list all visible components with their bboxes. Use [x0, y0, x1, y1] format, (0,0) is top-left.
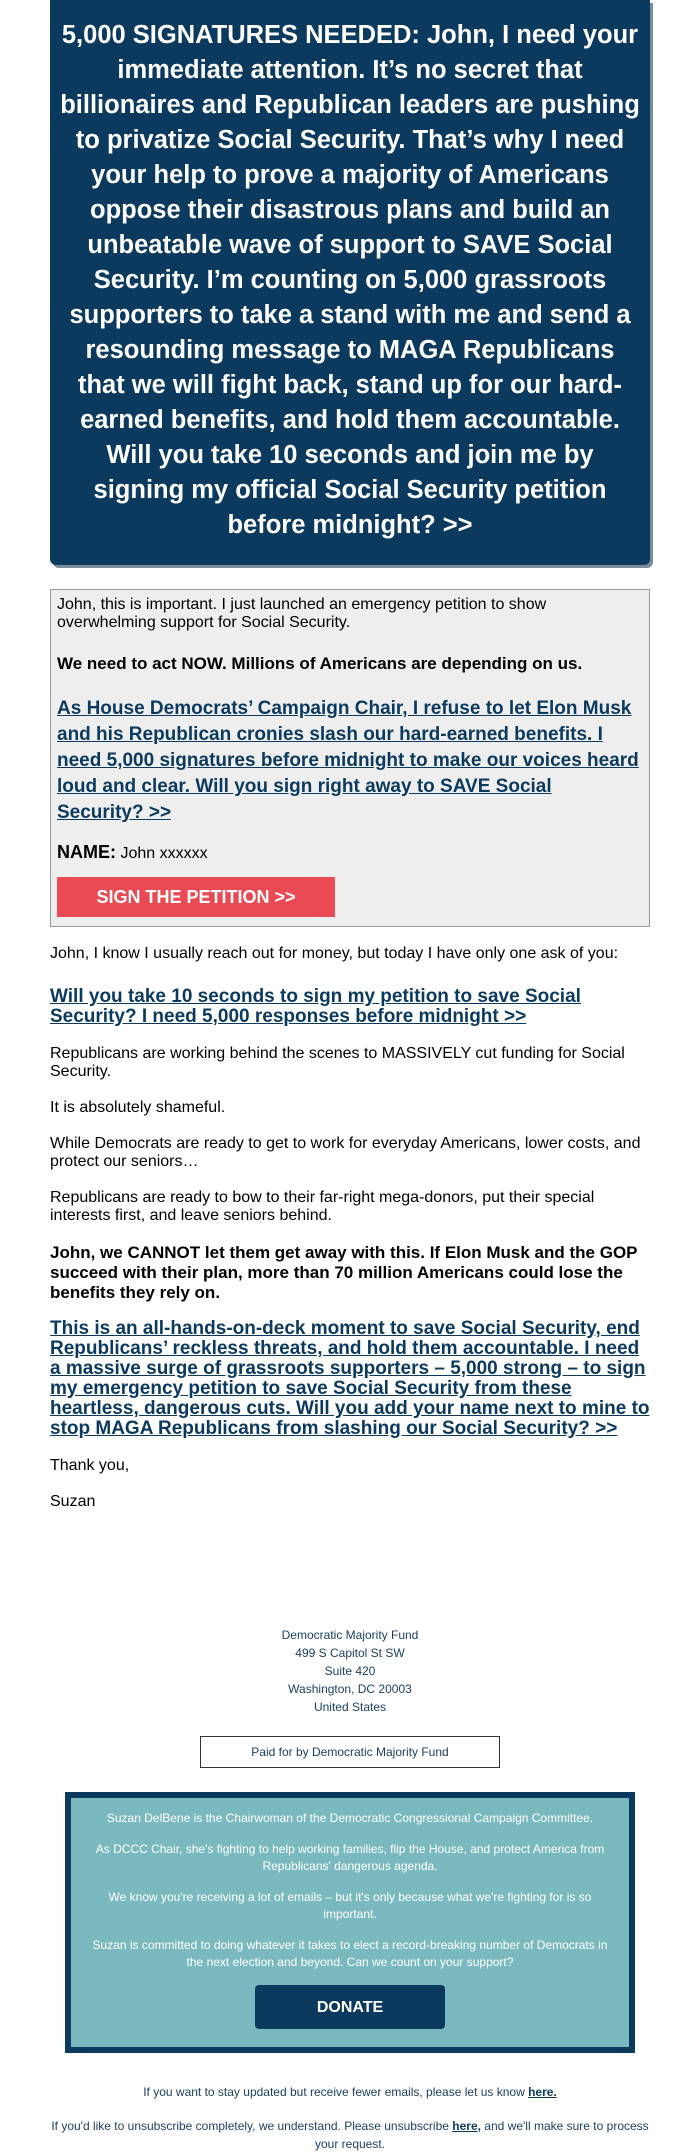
petition-link[interactable]: As House Democrats’ Campaign Chair, I refuse to let Elon Musk and his Republican cronies slash our hard-earned benefits. I need 5,000 signatures before midnight to make our voices heard loud and clear. Will you sign right away to SAVE Social Security? >> — [57, 698, 639, 823]
dccc-paragraph: Suzan DelBene is the Chairwoman of the Democratic Congressional Campaign Committee. — [106, 1811, 594, 1825]
body-copy — [50, 945, 650, 1511]
dccc-paragraph: We know you're receiving a lot of emails – but it's only because what we're fighting for is so important. — [108, 1890, 592, 1921]
body-intro: John, I know I usually reach out for money, but today I have only one ask of you: — [50, 945, 619, 962]
unsubscribe-text-end: and we'll make sure to process your request. — [314, 2119, 649, 2151]
address-street: 499 S Capitol St SW — [295, 1646, 405, 1660]
headline-banner[interactable] — [50, 0, 650, 565]
unsubscribe-text: If you'd like to unsubscribe completely, we understand. Please unsubscribe — [51, 2119, 453, 2133]
address-country: United States — [313, 1700, 387, 1714]
fewer-emails-text: If you want to stay updated but receive fewer emails, please let us know — [143, 2085, 529, 2099]
dccc-paragraph: As DCCC Chair, she's fighting to help working families, flip the House, and protect America from Republicans' dangerous agenda. — [95, 1842, 605, 1873]
body-bold-paragraph: John, we CANNOT let them get away with this. If Elon Musk and the GOP succeed with their plan, more than 70 million Americans could lose the benefits they rely on. — [50, 1243, 638, 1302]
address-suite: Suite 420 — [324, 1664, 376, 1678]
paid-for-box: Paid for by Democratic Majority Fund — [200, 1736, 500, 1768]
address-org: Democratic Majority Fund — [281, 1628, 419, 1642]
donate-button[interactable]: DONATE — [255, 1985, 445, 2029]
act-now-text: We need to act NOW. Millions of Americans are depending on us. — [57, 654, 583, 673]
body-paragraph: It is absolutely shameful. — [50, 1099, 226, 1116]
unsubscribe-line — [50, 2117, 650, 2153]
name-row — [57, 842, 643, 863]
email-body — [50, 0, 650, 2153]
name-label: NAME: — [57, 842, 116, 862]
name-value: John xxxxxx — [120, 845, 208, 862]
add-your-name-link[interactable]: This is an all-hands-on-deck moment to save Social Security, end Republicans’ reckless threats, and hold them accountable. I need a massive surge of grassroots supporters – 5,000 strong – to sign my emergency petition to save Social Security from these heartless, dangerous cuts. Will you add your name next to mine to stop MAGA Republicans from slashing our Social Security? >> — [50, 1318, 650, 1439]
unsubscribe-link[interactable]: here, — [452, 2119, 481, 2133]
dccc-paragraph: Suzan is committed to doing whatever it takes to elect a record-breaking number of Democrats in the next election and beyond. Can we count on your support? — [92, 1938, 608, 1969]
body-paragraph: While Democrats are ready to get to work for everyday Americans, lower costs, and protect our seniors… — [50, 1135, 641, 1170]
petition-intro: John, this is important. I just launched an emergency petition to show overwhelming support for Social Security. — [57, 596, 547, 631]
headline-text[interactable]: 5,000 SIGNATURES NEEDED: John, I need your immediate attention. It’s no secret that billionaires and Republican leaders are pushing to privatize Social Security. That’s why I need your help to prove a majority of Americans oppose their disastrous plans and build an unbeatable wave of support to SAVE Social Security. I’m counting on 5,000 grassroots supporters to take a stand with me and send a resounding message to MAGA Republicans that we will fight back, stand up for our hard-earned benefits, and hold them accountable. Will you take 10 seconds and join me by signing my official Social Security petition before midnight? >> — [60, 21, 640, 539]
fewer-emails-link[interactable]: here. — [528, 2085, 557, 2099]
signature: Suzan — [50, 1493, 96, 1510]
petition-box — [50, 589, 650, 927]
body-paragraph: Republicans are ready to bow to their far-right mega-donors, put their special interests first, and leave seniors behind. — [50, 1189, 595, 1224]
fewer-emails-line — [50, 2083, 650, 2101]
sign-petition-link[interactable]: Will you take 10 seconds to sign my petition to save Social Security? I need 5,000 responses before midnight >> — [50, 986, 581, 1027]
sign-petition-button[interactable]: SIGN THE PETITION >> — [57, 877, 335, 917]
mailing-address — [50, 1626, 650, 1716]
address-city: Washington, DC 20003 — [288, 1682, 412, 1696]
sign-off: Thank you, — [50, 1457, 130, 1474]
dccc-info-box — [65, 1792, 635, 2053]
body-paragraph: Republicans are working behind the scenes to MASSIVELY cut funding for Social Security. — [50, 1045, 625, 1080]
